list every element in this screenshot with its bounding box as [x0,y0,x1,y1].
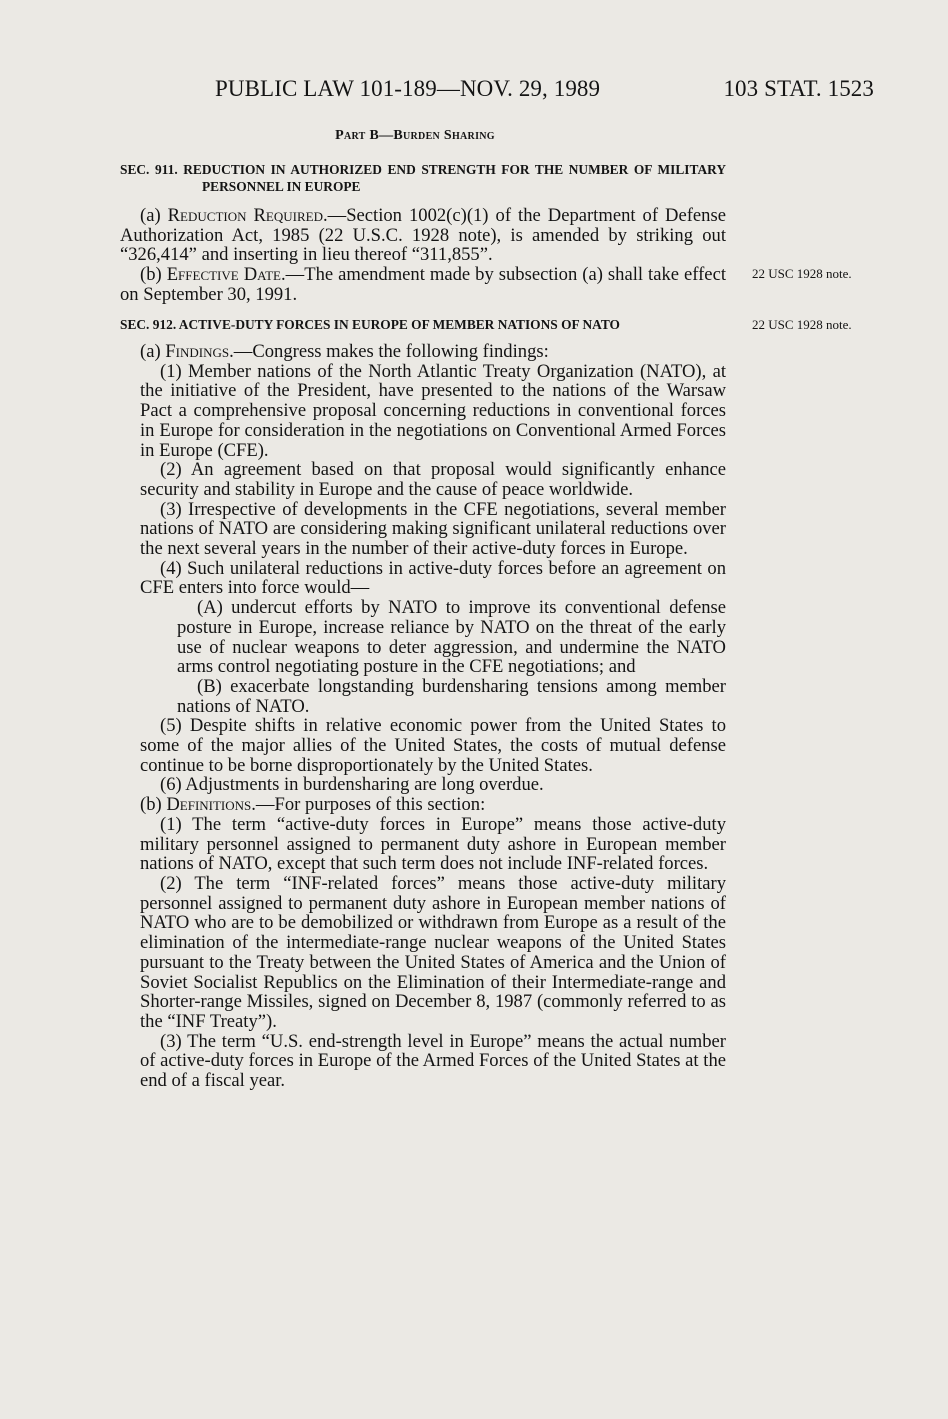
finding-2: (2) An agreement based on that proposal would significantly enhance security and stability in Europe and the cause of peace worldwide. [140,459,726,500]
section-911-heading: SEC. 911. REDUCTION IN AUTHORIZED END STRENGTH FOR THE NUMBER OF MILITARY PERSONNEL IN EUROPE [120,162,726,194]
finding-4-a: (A) undercut efforts by NATO to improve its conventional defense posture in Europe, increase reliance by NATO on the threat of the early use of nuclear weapons to deter aggression, and undermine the NATO arms control negotiating posture in the CFE negotiations; and [177,597,726,678]
section-911-subsection-a [120,206,726,265]
running-header-page: 103 STAT. 1523 [723,76,874,101]
finding-1: (1) Member nations of the North Atlantic Treaty Organization (NATO), at the initiative of the President, have presented to the nations of the Warsaw Pact a comprehensive proposal concerning reductions in conventional forces in Europe for consideration in the negotiations on Conventional Armed Forces in Europe (CFE). [140,360,726,461]
section-912-subsection-a [120,342,726,362]
section-911 [120,161,726,305]
sec912-b-text: —For purposes of this section: [255,794,486,816]
sec912-a-text: —Congress makes the following findings: [233,341,549,362]
finding-5: (5) Despite shifts in relative economic power from the United States to some of the major allies of the United States, the costs of mutual defense continue to be borne disproportionately by the United States. [140,715,726,776]
sec911-a-label: (a) [140,205,168,226]
sec912-a-label: (a) [140,341,166,362]
sec911-b-label: (b) [140,264,167,286]
sec911-a-text: —Section 1002(c)(1) of the Department of Defense Authorization Act, 1985 (22 U.S.C. 1928 note), is amended by striking out “326,414” and inserting in lieu thereof “311,855”. [120,205,726,266]
finding-3: (3) Irrespective of developments in the CFE negotiations, several member nations of NATO are considering making significant unilateral reductions over the next several years in the number of their active-duty forces in Europe. [140,498,726,560]
margin-note-911: 22 USC 1928 note. [752,266,852,281]
section-912 [120,316,726,1091]
sec912-b-caption: Definitions. [166,794,256,816]
running-header-title: PUBLIC LAW 101-189—NOV. 29, 1989 [215,76,601,101]
sec911-a-caption: Reduction Required. [167,205,328,226]
sec911-b-caption: Effective Date. [166,264,286,286]
finding-6: (6) Adjustments in burdensharing are long overdue. [160,774,544,796]
section-912-heading: SEC. 912. ACTIVE-DUTY FORCES IN EUROPE OF MEMBER NATIONS OF NATO [120,317,620,332]
sec912-a-caption: Findings. [165,341,234,362]
definition-3: (3) The term “U.S. end-strength level in Europe” means the actual number of active-duty forces in Europe of the Armed Forces of the United States at the end of a fiscal year. [140,1030,726,1092]
sec912-b-label: (b) [140,794,167,816]
finding-4: (4) Such unilateral reductions in active-duty forces before an agreement on CFE enters into force would— [140,557,726,599]
definition-1: (1) The term “active-duty forces in Europe” means those active-duty military personnel assigned to permanent duty ashore in European member nations of NATO, except that such term does not include INF-related forces. [140,813,726,875]
definition-2: (2) The term “INF-related forces” means those active-duty military personnel assigned to permanent duty ashore in European member nations of NATO who are to be demobilized or withdrawn from Europe as a result of the elimination of the intermediate-range nuclear weapons of the United States pursuant to the Treaty between the United States of America and the Union of Soviet Socialist Republics on the Elimination of their Intermediate-range and Shorter-range Missiles, signed on December 8, 1987 (commonly referred to as the “INF Treaty”). [140,872,726,1032]
margin-note-912: 22 USC 1928 note. [752,317,852,332]
part-title: Part B—Burden Sharing [335,128,495,143]
section-911-subsection-b [120,265,726,304]
section-912-subsection-b [120,795,726,815]
finding-4-b: (B) exacerbate longstanding burdensharing tensions among member nations of NATO. [177,675,726,717]
sec911-b-text: —The amendment made by subsection (a) shall take effect on September 30, 1991. [120,264,726,305]
